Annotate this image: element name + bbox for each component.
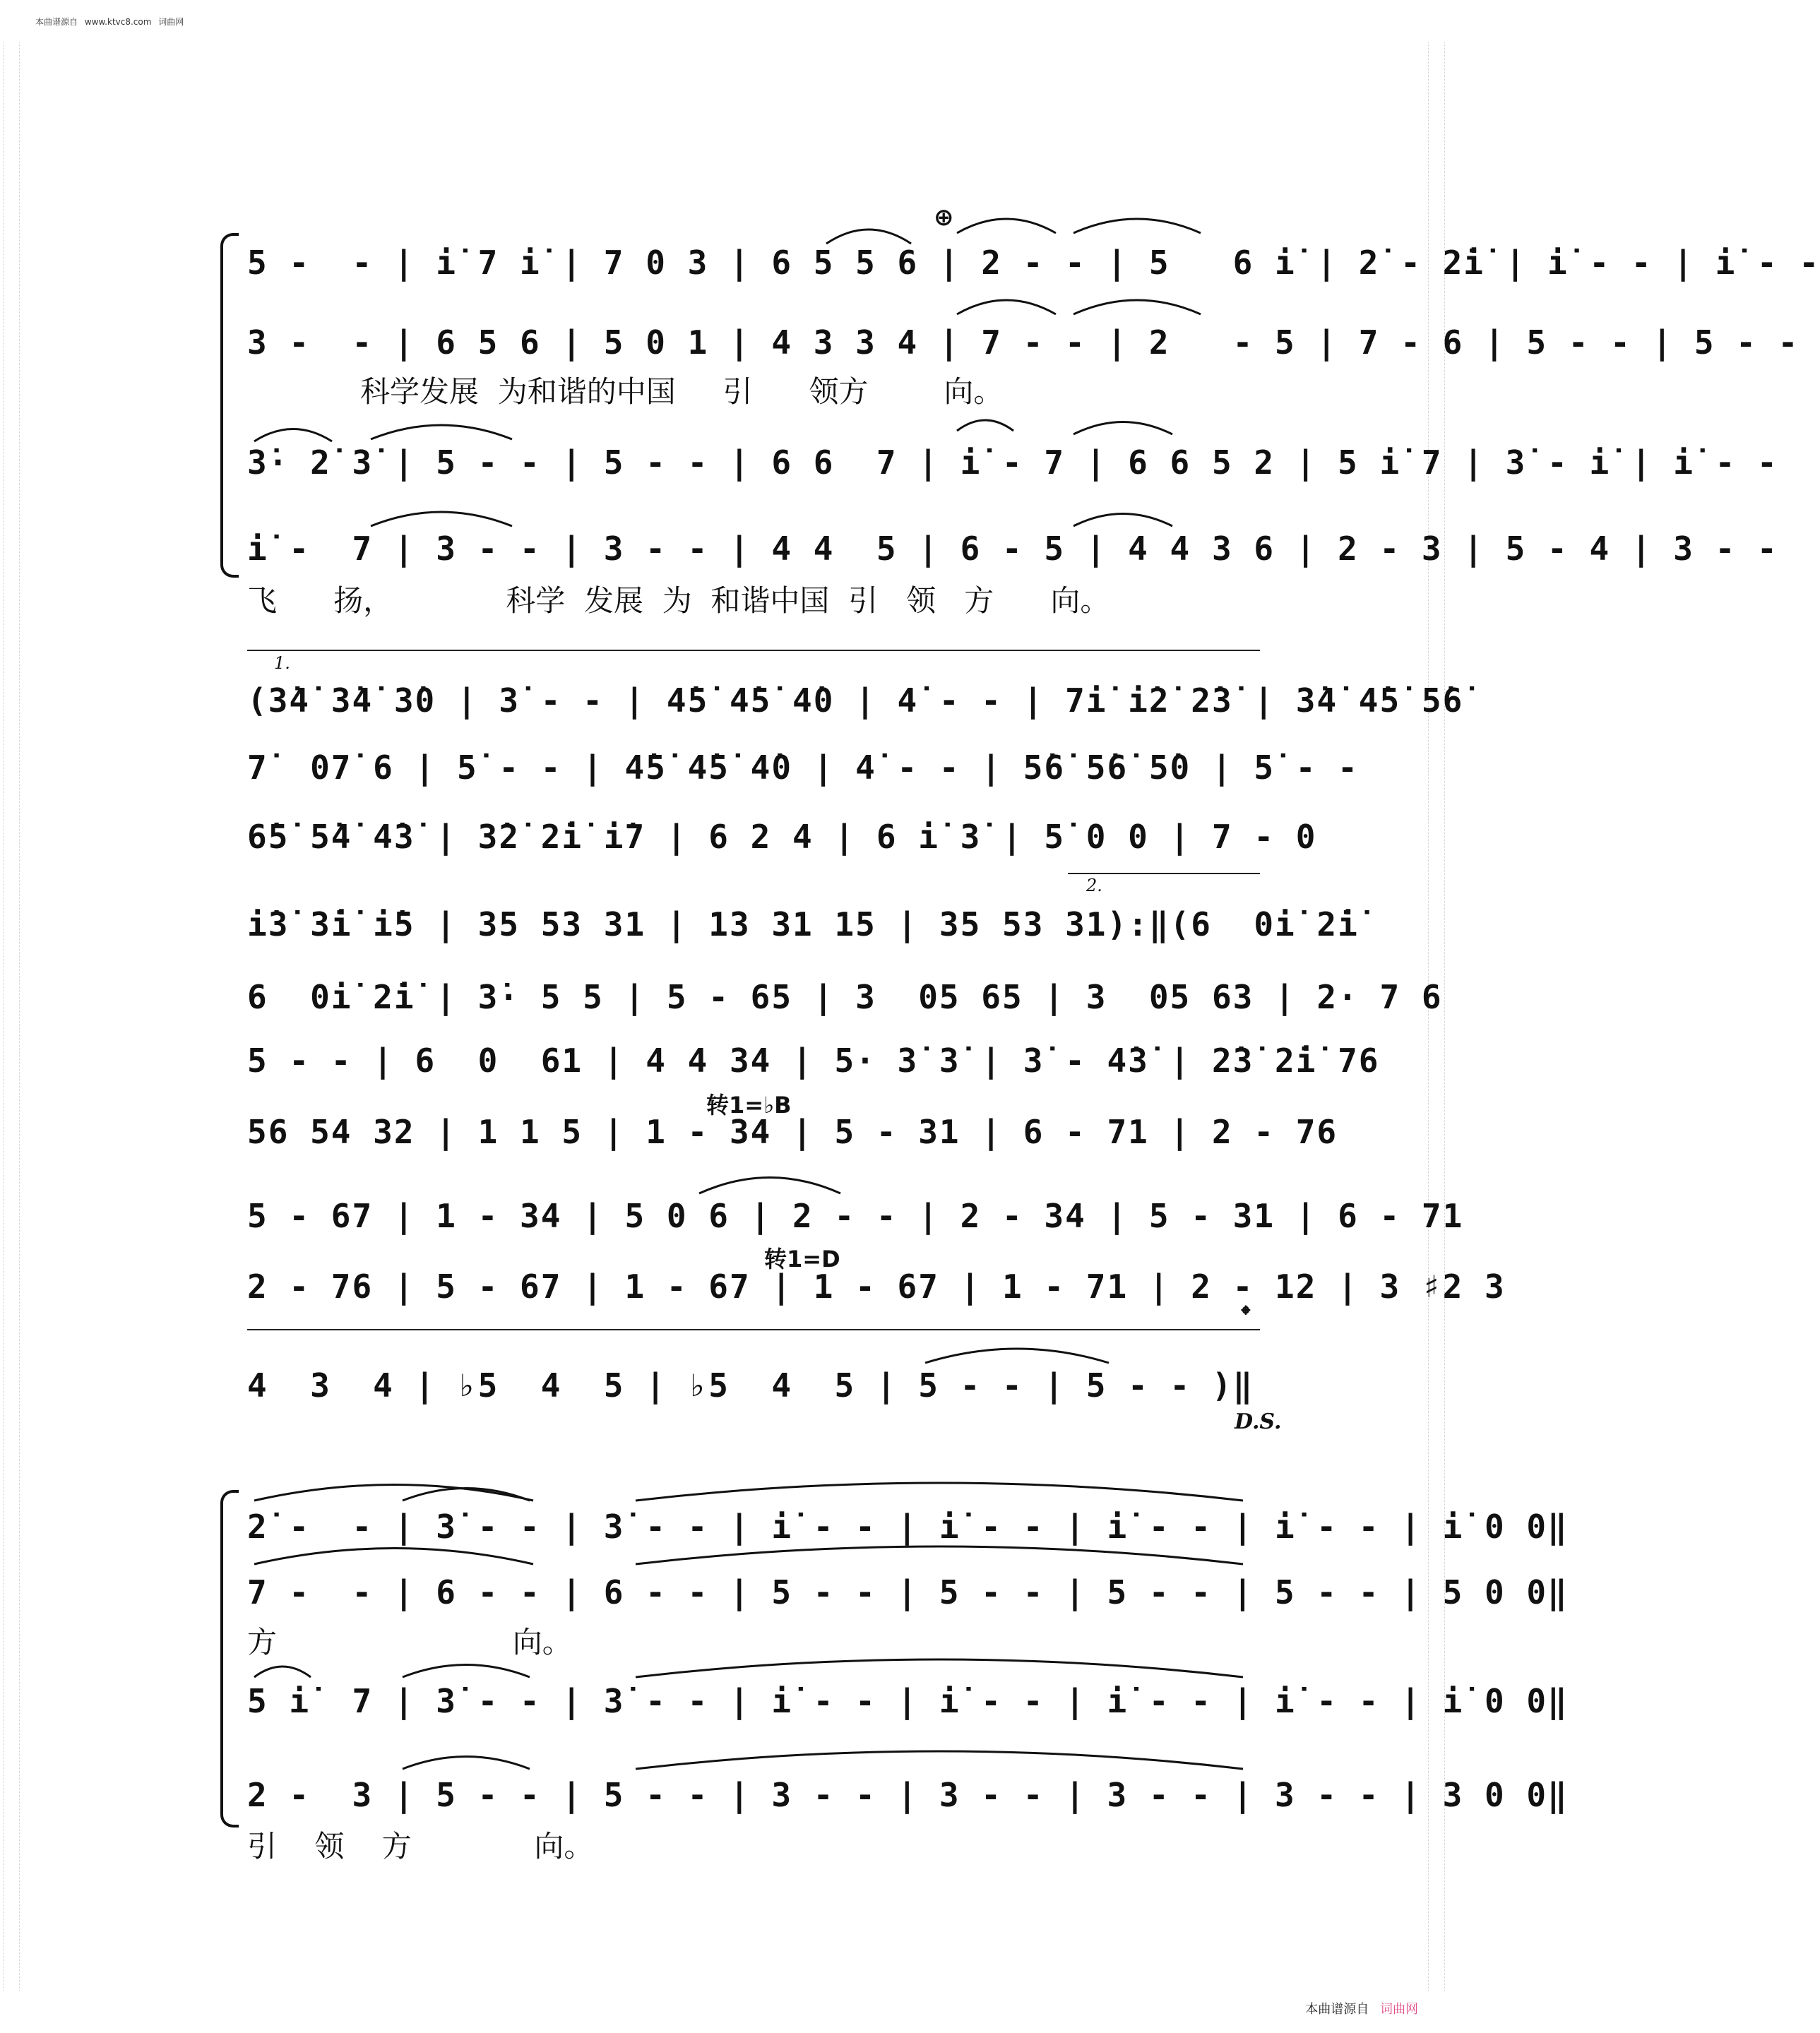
music-line: (3̇4̇ 3̇4̇ 3̇0 | 3̇ - - | 4̇5̇ 4̇5̇ 4̇0 | 4̇ - - | 7i̇ i̇2̇ 2̇3̇ | 3̇4̇ 4̇5̇ 5̇6̇: [247, 681, 1464, 720]
music-line: 2 - 76 | 5 - 67 | 1 - 67 | 1 - 67 | 1 - 71 | 2 - 12 | 3 ♯2 3: [247, 1268, 1506, 1306]
staff-voice-1: 2̇ - - | 3̇ - - | 3̇ - - | i̇ - - | i̇ - - | i̇ - - | i̇ - - | i̇ 0 0‖: [247, 1508, 1569, 1546]
staff-lower: i̇ - 7 | 3 - - | 3 - - | 4 4 5 | 6 - 5 | 4 4 3 6 | 2 - 3 | 5 - 4 | 3 - -: [247, 530, 1778, 568]
page-footer: [1305, 1999, 1418, 2017]
music-line: 5 - 67 | 1 - 34 | 5 0 6 | 2 - - | 2 - 34 | 5 - 31 | 6 - 71: [247, 1197, 1464, 1235]
lyrics-line: 引 领 方 向。: [247, 1829, 594, 1864]
music-line: 5 - - | 6 0 61 | 4 4 34 | 5· 3̇ 3̇ | 3̇ - 4̇3̇ | 2̇3̇ 2̇i̇ 76: [247, 1042, 1380, 1080]
coda-sign-icon: ⊕: [934, 203, 954, 232]
music-line: 56 54 32 | 1 1 5 | 1 - 34 | 5 - 31 | 6 - 71 | 2 - 76: [247, 1113, 1338, 1151]
staff-voice-3: 5 i̇ 7 | 3̇ - - | 3̇ - - | i̇ - - | i̇ - - | i̇ - - | i̇ - - | i̇ 0 0‖: [247, 1682, 1569, 1720]
lyrics-line: 飞 扬， 科学 发展 为 和谐中国 引 领 方 向。: [247, 583, 1110, 618]
lyrics-line: 科学发展 为和谐的中国 引 领方 向。: [360, 374, 1004, 409]
music-line: 6̇5̇ 5̇4̇ 4̇3̇ | 3̇2̇ 2̇i̇ i̇7 | 6 2 4 | 6 i̇ 3̇ | 5̇ 0 0 | 7 - 0: [247, 818, 1317, 856]
music-line: i̇3̇ 3̇i̇ i̇5 | 35 53 31 | 13 31 15 | 35 53 31):‖(6 0i̇ 2̇i̇: [247, 905, 1359, 943]
music-line: 4 3 4 | ♭5 4 5 | ♭5 4 5 | 5 - - | 5 - - )‖: [247, 1366, 1254, 1405]
dal-segno-mark: D.S.: [1235, 1409, 1282, 1434]
volta-1: 1.: [274, 653, 290, 673]
key-change: 转1=♭B: [706, 1092, 792, 1119]
header-source: 本曲谱源自: [35, 17, 78, 27]
footer-site-logo[interactable]: 词曲网: [1380, 2002, 1418, 2017]
staff-voice-2: 7 - - | 6 - - | 6 - - | 5 - - | 5 - - | 5 - - | 5 - - | 5 0 0‖: [247, 1573, 1569, 1611]
staff-voice-4: 2 - 3 | 5 - - | 5 - - | 3 - - | 3 - - | 3 - - | 3 - - | 3 0 0‖: [247, 1776, 1569, 1814]
volta-2: 2.: [1086, 876, 1102, 895]
coda-sign-icon: 𝄌: [1242, 1301, 1250, 1329]
music-line: 7̇ 07̇ 6 | 5̇ - - | 4̇5̇ 4̇5̇ 4̇0 | 4̇ - - | 5̇6̇ 5̇6̇ 5̇0 | 5̇ - -: [247, 749, 1359, 787]
lyrics-line: 方 向。: [247, 1625, 572, 1659]
staff-upper: 3̇· 2̇ 3̇ | 5 - - | 5 - - | 6 6 7 | i̇ - 7 | 6 6 5 2 | 5 i̇ 7 | 3̇ - i̇ | i̇ - -: [247, 443, 1778, 482]
music-line: 6 0i̇ 2̇i̇ | 3̇· 5 5 | 5 - 65 | 3 05 65 | 3 05 63 | 2· 7 6: [247, 978, 1443, 1016]
footer-source: 本曲谱源自: [1305, 2002, 1369, 2017]
header-url[interactable]: www.ktvc8.com: [84, 17, 152, 27]
key-change: 转1=D: [764, 1246, 840, 1272]
header-site[interactable]: 词曲网: [158, 17, 184, 27]
staff-lower: 3 - - | 6 5 6 | 5 0 1 | 4 3 3 4 | 7 - - | 2 - 5 | 7 - 6 | 5 - - | 5 - -: [247, 323, 1800, 362]
staff-upper: 5 - - | i̇ 7 i̇ | 7 0 3 | 6 5 5 6 | 2 - - | 5 6 i̇ | 2̇ - 2̇i̇ | i̇ - - | i̇ - -: [247, 244, 1820, 282]
